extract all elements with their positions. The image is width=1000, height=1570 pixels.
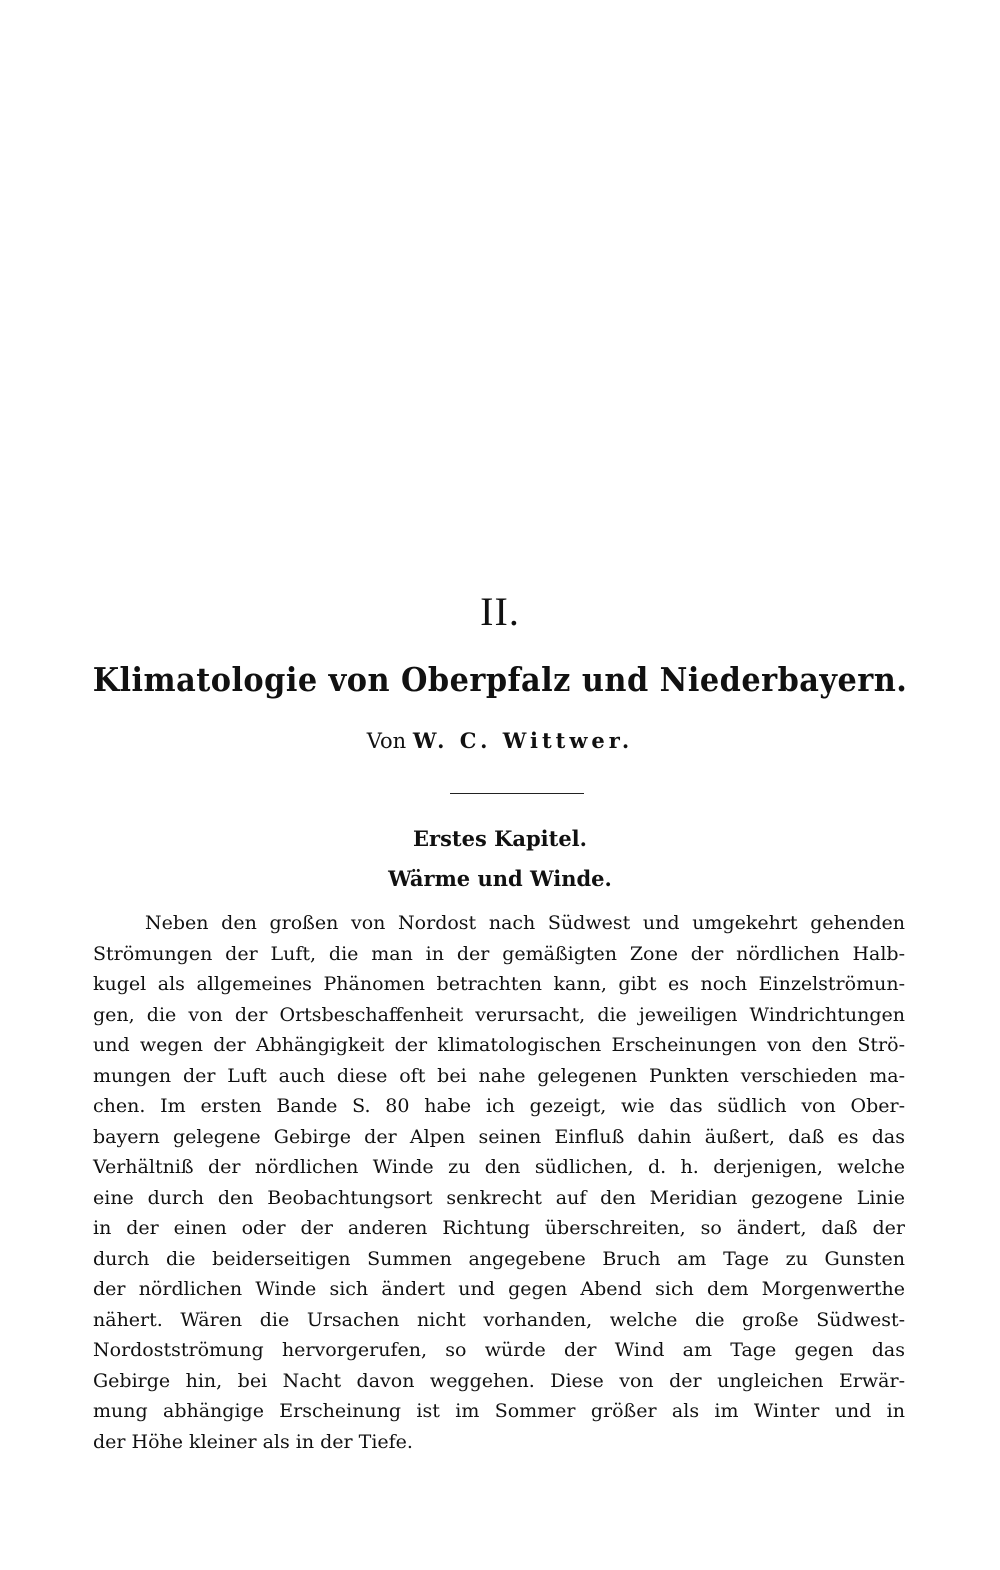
text-line: mung abhängige Erscheinung ist im Sommer größer als im Winter und in — [93, 1400, 905, 1422]
body-paragraph — [93, 908, 905, 1457]
text-line: chen. Im ersten Bande S. 80 habe ich gezeigt, wie das südlich von Ober- — [93, 1095, 905, 1117]
text-line: Gebirge hin, bei Nacht davon weggehen. Diese von der ungleichen Erwär- — [93, 1369, 905, 1392]
text-line: Strömungen der Luft, die man in der gemäßigten Zone der nördlichen Halb- — [93, 942, 905, 965]
text-line: kugel als allgemeines Phänomen betrachten kann, gibt es noch Einzelströmun- — [93, 973, 905, 995]
text-line: der nördlichen Winde sich ändert und gegen Abend sich dem Morgenwerthe — [93, 1278, 905, 1300]
text-line: mungen der Luft auch diese oft bei nahe gelegenen Punkten verschieden ma- — [93, 1064, 905, 1087]
separator-rule — [450, 793, 584, 794]
text-line: gen, die von der Ortsbeschaffenheit verursacht, die jeweiligen Windrichtungen — [93, 1003, 905, 1026]
chapter-heading: Erstes Kapitel. — [413, 826, 587, 851]
section-heading: Wärme und Winde. — [388, 866, 612, 891]
text-line: bayern gelegene Gebirge der Alpen seinen Einfluß dahin äußert, daß es das — [93, 1125, 905, 1148]
text-line: durch die beiderseitigen Summen angegebene Bruch am Tage zu Gunsten — [93, 1247, 905, 1270]
text-line: Verhältniß der nördlichen Winde zu den südlichen, d. h. derjenigen, welche — [93, 1156, 905, 1178]
text-line: nähert. Wären die Ursachen nicht vorhanden, welche die große Südwest- — [93, 1308, 905, 1331]
text-line: Nordostströmung hervorgerufen, so würde der Wind am Tage gegen das — [93, 1339, 905, 1361]
text-line: Neben den großen von Nordost nach Südwest und umgekehrt gehenden — [145, 912, 905, 934]
article-title: Klimatologie von Oberpfalz und Niederbayern. — [92, 660, 908, 699]
byline-author: W. C. Wittwer. — [412, 728, 634, 753]
byline-prefix: Von — [366, 729, 407, 753]
text-line: und wegen der Abhängigkeit der klimatologischen Erscheinungen von den Strö- — [93, 1034, 905, 1056]
text-line: eine durch den Beobachtungsort senkrecht auf den Meridian gezogene Linie — [93, 1186, 905, 1209]
part-numeral: II. — [480, 589, 520, 634]
byline — [0, 728, 1000, 753]
text-line: der Höhe kleiner als in der Tiefe. — [93, 1430, 413, 1453]
text-line: in der einen oder der anderen Richtung überschreiten, so ändert, daß der — [93, 1217, 905, 1239]
